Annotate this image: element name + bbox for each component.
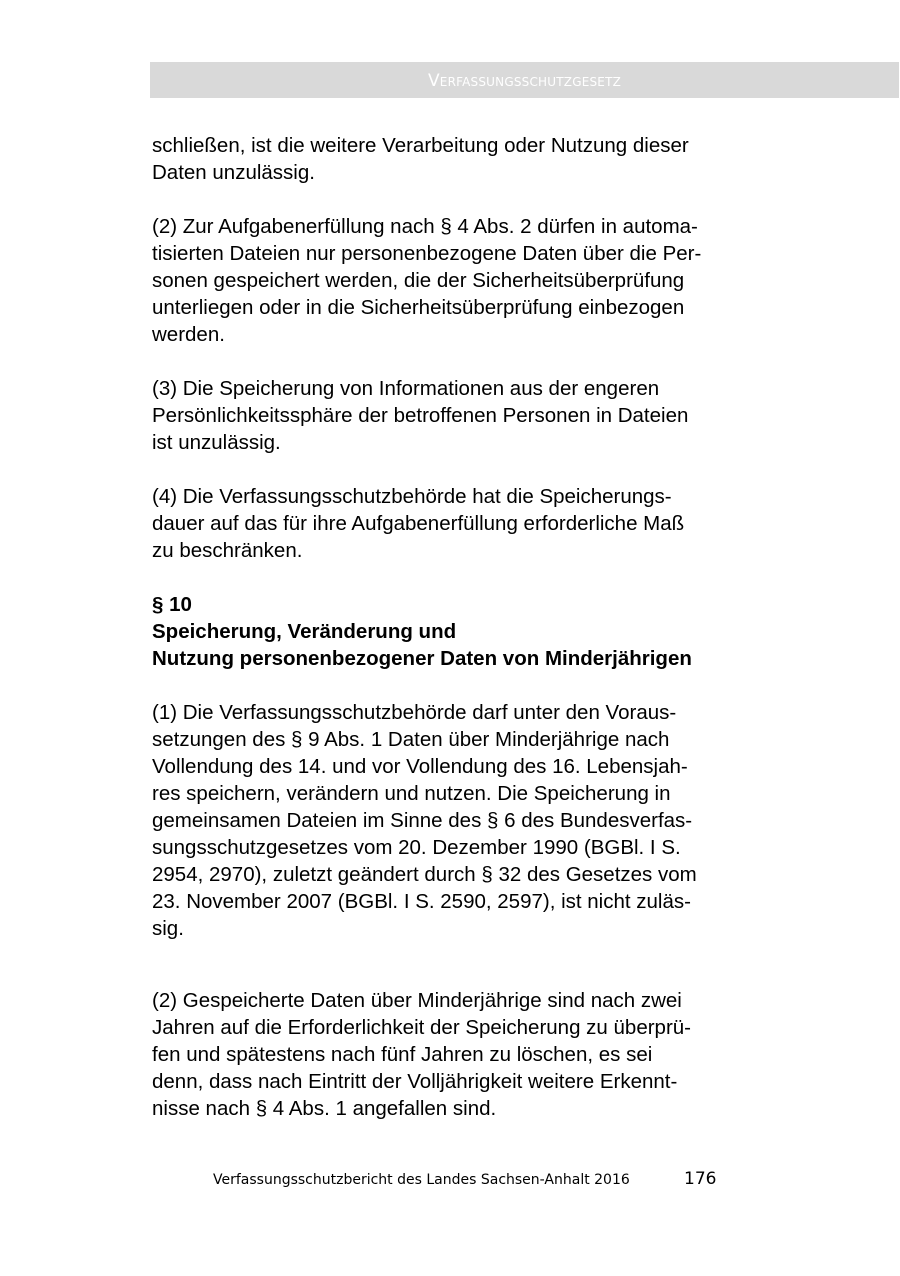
paragraph-4: (4) Die Verfassungsschutzbehörde hat die Speicherungs- dauer auf das für ihre Aufgabenerfüllung erforderliche Maß zu beschränken. bbox=[152, 485, 685, 562]
section-heading bbox=[152, 591, 792, 672]
page-body bbox=[152, 132, 792, 1122]
footer-publication-title: Verfassungsschutzbericht des Landes Sachsen-Anhalt 2016 bbox=[213, 1172, 630, 1188]
paragraph-3: (3) Die Speicherung von Informationen aus der engeren Persönlichkeitssphäre der betroffenen Personen in Dateien ist unzulässig. bbox=[152, 377, 689, 454]
paragraph-2: (2) Zur Aufgabenerfüllung nach § 4 Abs. 2 dürfen in automa- tisierten Dateien nur personenbezogene Daten über die Per- sonen gespeichert werden, die der Sicherheitsüberprüfung unterliegen oder in die Sicherheitsüberprüfung einbezogen werden. bbox=[152, 215, 702, 346]
section-number: § 10 bbox=[152, 593, 192, 616]
page-number: 176 bbox=[684, 1169, 717, 1189]
paragraph-continuation: schließen, ist die weitere Verarbeitung oder Nutzung dieser Daten unzulässig. bbox=[152, 134, 689, 184]
section-title-line-1: Speicherung, Veränderung und bbox=[152, 620, 457, 643]
running-header-title: Verfassungsschutzgesetz bbox=[427, 71, 622, 91]
section-10-paragraph-1: (1) Die Verfassungsschutzbehörde darf unter den Voraus- setzungen des § 9 Abs. 1 Daten über Minderjährige nach Vollendung des 14. und vor Vollendung des 16. Lebensjah- res speichern, verändern und nutzen. Die Speicherung in gemeinsamen Dateien im Sinne des § 6 des Bundesverfas- sungsschutzgesetzes vom 20. Dezember 1990 (BGBl. I S. 2954, 2970), zuletzt geändert durch § 32 des Gesetzes vom 23. November 2007 (BGBl. I S. 2590, 2597), ist nicht zuläs- sig. bbox=[152, 701, 697, 940]
running-header bbox=[150, 62, 899, 98]
section-10-paragraph-2: (2) Gespeicherte Daten über Minderjährige sind nach zwei Jahren auf die Erforderlichkeit der Speicherung zu überprü- fen und spätestens nach fünf Jahren zu löschen, es sei denn, dass nach Eintritt der Volljährigkeit weitere Erkennt- nisse nach § 4 Abs. 1 angefallen sind. bbox=[152, 989, 691, 1120]
section-title-line-2: Nutzung personenbezogener Daten von Minderjährigen bbox=[152, 647, 692, 670]
